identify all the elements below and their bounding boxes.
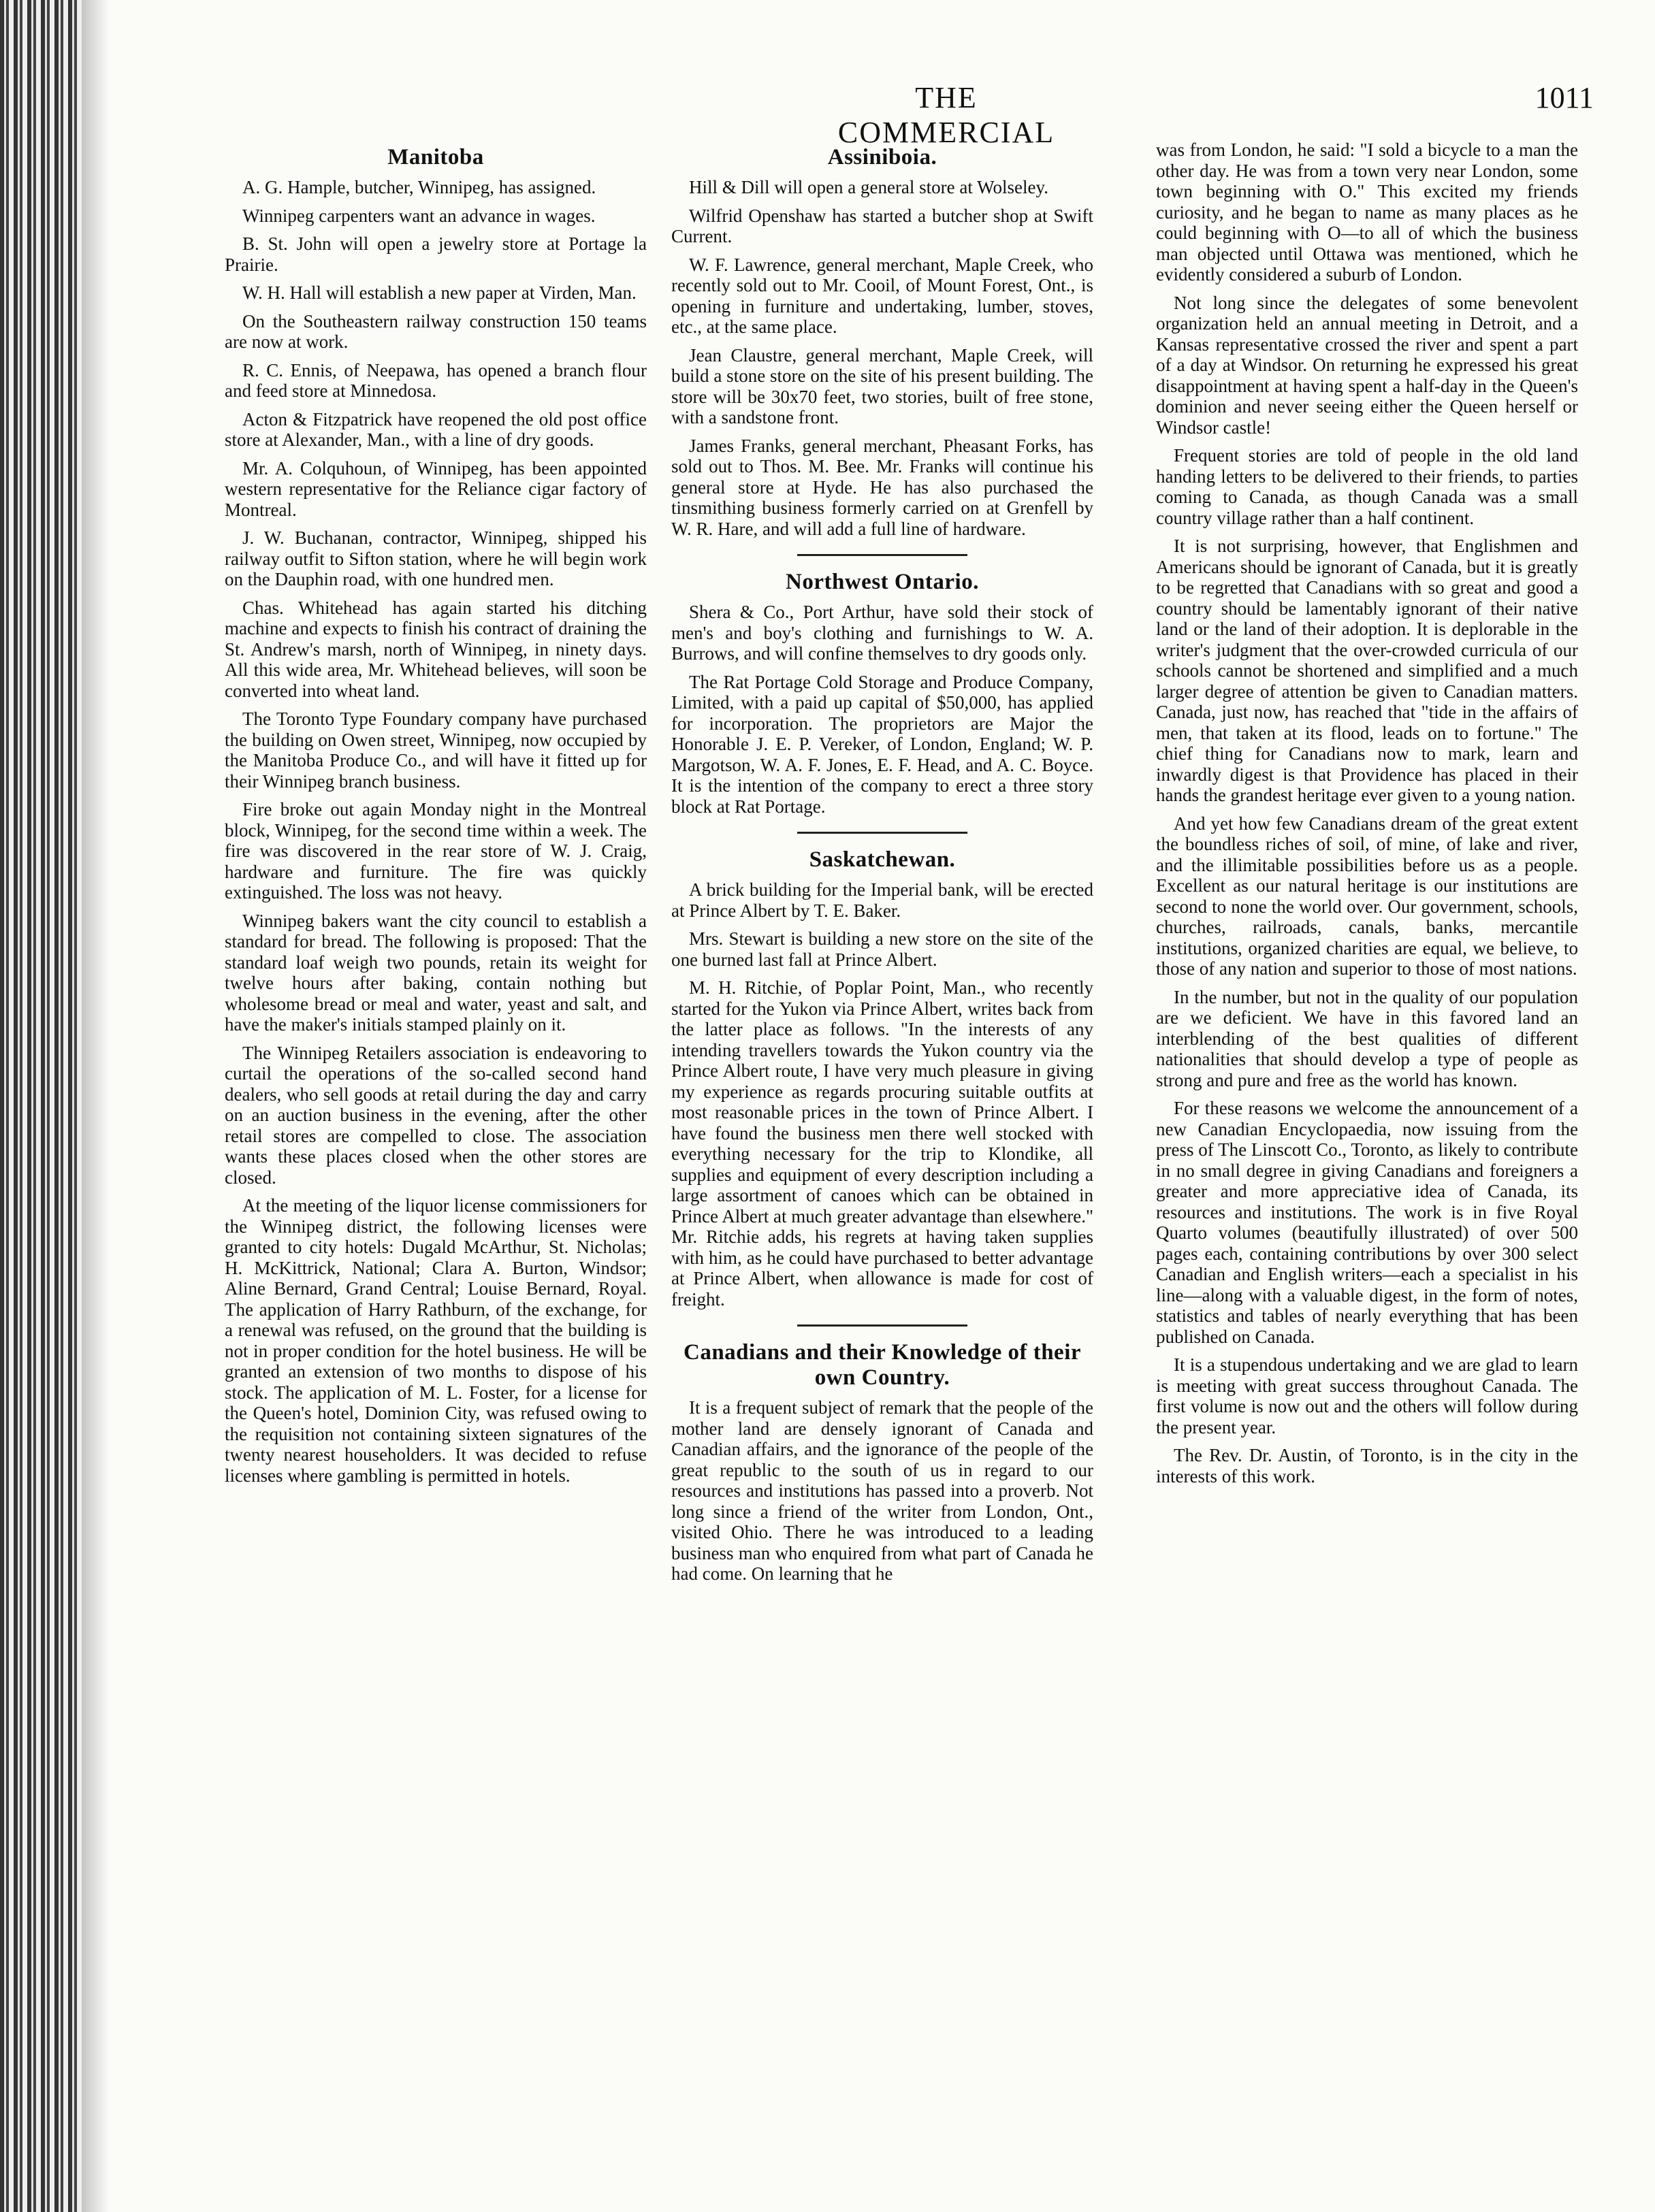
news-paragraph: The Rev. Dr. Austin, of Toronto, is in the city in the interests of this work. xyxy=(1156,1445,1578,1486)
news-paragraph: The Rat Portage Cold Storage and Produce Company, Limited, with a paid up capital of $50,000, has applied for incorporation. The proprietors are Major the Honorable J. E. P. Vereker, of London, England; W. P. Margotson, W. A. F. Jones, E. F. Head, and A. C. Boyce. It is the intention of the company to erect a three story block at Rat Portage. xyxy=(671,671,1093,817)
news-paragraph: A brick building for the Imperial bank, will be erected at Prince Albert by T. E. Baker. xyxy=(671,879,1093,921)
news-paragraph: Not long since the delegates of some benevolent organization held an annual meeting in Detroit, and a Kansas representative crossed the river and spent a part of a day at Windsor. On returning he expressed his great disappointment at having spent a half-day in the Queen's dominion and never seeing either the Queen herself or Windsor castle! xyxy=(1156,292,1578,438)
news-paragraph: James Franks, general merchant, Pheasant Forks, has sold out to Thos. M. Bee. Mr. Franks will continue his general store at Hyde. He has also purchased the tinsmithing business formerly carried on at Grenfell by W. R. Hare, and will add a full line of hardware. xyxy=(671,435,1093,539)
news-paragraph: For these reasons we welcome the announcement of a new Canadian Encyclopaedia, now issuing from the press of The Linscott Co., Toronto, as likely to contribute in no small degree in giving Canadians and foreigners a greater and more appreciative idea of Canada, its resources and institutions. The work is in five Royal Quarto volumes (beautifully illustrated) of over 500 pages each, containing contributions by over 300 select Canadian and English writers—each a specialist in his line—along with a valuable digest, in the form of notes, statistics and tables of nearly everything that has been published on Canada. xyxy=(1156,1098,1578,1347)
news-paragraph: Shera & Co., Port Arthur, have sold their stock of men's and boy's clothing and furnishings to W. A. Burrows, and will confine themselves to dry goods only. xyxy=(671,602,1093,664)
section-divider xyxy=(797,554,967,556)
news-paragraph: Fire broke out again Monday night in the Montreal block, Winnipeg, for the second time within a week. The fire was discovered in the rear store of W. J. Craig, hardware and furniture. The fire was quickly extinguished. The loss was not heavy. xyxy=(225,799,647,902)
news-paragraph: Hill & Dill will open a general store at Wolseley. xyxy=(689,177,1048,197)
news-paragraph: The Toronto Type Foundary company have purchased the building on Owen street, Winnipeg, now occupied by the Manitoba Produce Co., and will have it fitted up for their Winnipeg branch business. xyxy=(225,709,647,792)
news-paragraph: It is a frequent subject of remark that the people of the mother land are densely ignorant of Canada and Canadian affairs, and the ignorance of the people of the great republic to the south of us in regard to our resources and institutions has passed into a proverb. Not long since a friend of the writer from London, Ont., visited Ohio. There he was introduced to a leading business man who enquired from what part of Canada he had come. On learning that he xyxy=(671,1397,1093,1584)
news-paragraph: In the number, but not in the quality of our population are we deficient. We have in this favored land an interblending of the best qualities of different nationalities that should develop a type of people as strong and pure and free as the world has known. xyxy=(1156,986,1578,1090)
news-paragraph: Chas. Whitehead has again started his ditching machine and expects to finish his contract of draining the St. Andrew's marsh, north of Winnipeg, in ninety days. All this wide area, Mr. Whitehead believes, will soon be converted into wheat land. xyxy=(225,597,647,701)
section-heading: Canadians and their Knowledge of their own Country. xyxy=(683,1340,1082,1390)
section-heading: Manitoba xyxy=(387,145,484,169)
section-heading: Assiniboia. xyxy=(827,145,937,169)
section-divider xyxy=(797,1324,967,1327)
news-paragraph: Winnipeg carpenters want an advance in wages. xyxy=(242,205,596,226)
news-paragraph: It is not surprising, however, that Englishmen and Americans should be ignorant of Canada, but it is greatly to be regretted that Canadians with so great and good a country should be lamentably ignorant of their native land or the land of their adoption. It is deplorable in the writer's judgment that the over-crowded curricula of our schools cannot be shortened and simplified and a much larger degree of attention be given to Canadian matters. Canada, just now, has reached that "tide in the affairs of men, that taken at its flood, leads on to fortune." The chief thing for Canadians now to mark, learn and inwardly digest is that Providence has placed in their hands the grandest heritage ever given to a young nation. xyxy=(1156,536,1578,805)
news-paragraph: B. St. John will open a jewelry store at Portage la Prairie. xyxy=(225,233,647,275)
news-paragraph: W. H. Hall will establish a new paper at Virden, Man. xyxy=(242,282,637,303)
news-paragraph: On the Southeastern railway construction 150 teams are now at work. xyxy=(225,310,647,352)
news-paragraph: was from London, he said: "I sold a bicycle to a man the other day. He was from a town very near London, some town beginning with O." This excited my friends curiosity, and he began to name as many places as he could beginning with O—to all of which the business man objected until Ottawa was mentioned, which he evidently considered a suburb of London. xyxy=(1156,140,1578,284)
masthead: THE COMMERCIAL xyxy=(837,81,1055,149)
news-paragraph: The Winnipeg Retailers association is endeavoring to curtail the operations of the so-called second hand dealers, who sell goods at retail during the day and carry on an auction business in the evening, after the other retail stores are compelled to close. The association wants these places closed when the other stores are closed. xyxy=(225,1042,647,1188)
column-2 xyxy=(671,140,1093,1592)
section-heading: Saskatchewan. xyxy=(809,847,956,872)
column-1 xyxy=(225,140,647,1493)
news-paragraph: J. W. Buchanan, contractor, Winnipeg, shipped his railway outfit to Sifton station, where he will begin work on the Dauphin road, with one hundred men. xyxy=(225,527,647,589)
news-paragraph: Mrs. Stewart is building a new store on the site of the one burned last fall at Prince Albert. xyxy=(671,928,1093,970)
news-paragraph: W. F. Lawrence, general merchant, Maple Creek, who recently sold out to Mr. Cooil, of Mount Forest, Ont., is opening in furniture and undertaking, lumber, stoves, etc., at the same place. xyxy=(671,254,1093,337)
news-paragraph: Wilfrid Openshaw has started a butcher shop at Swift Current. xyxy=(671,205,1093,246)
news-paragraph: M. H. Ritchie, of Poplar Point, Man., who recently started for the Yukon via Prince Albert, writes back from the latter place as follows. "In the interests of any intending travellers towards the Yukon country via the Prince Albert route, I have very much pleasure in giving my experience as regards procuring suitable outfits at most reasonable prices in the town of Prince Albert. I have found the business men there well stocked with everything necessary for the trip to Klondike, all supplies and equipment of every description including a large assortment of canoes which can be obtained in Prince Albert at much greater advantage than elsewhere." Mr. Ritchie adds, his regrets at having taken supplies with him, as he could have purchased to better advantage at Prince Albert, when allowance is made for cost of freight. xyxy=(671,977,1093,1310)
column-3 xyxy=(1156,140,1578,1494)
page-number: 1011 xyxy=(1535,81,1594,114)
section-heading: Northwest Ontario. xyxy=(786,570,979,594)
news-paragraph: A. G. Hample, butcher, Winnipeg, has assigned. xyxy=(242,177,596,197)
news-paragraph: Frequent stories are told of people in the old land handing letters to be delivered to their friends, to parties coming to Canada, as though Canada was a small country village rather than a half continent. xyxy=(1156,445,1578,528)
news-paragraph: Jean Claustre, general merchant, Maple Creek, will build a stone store on the site of his present building. The store will be 30x70 feet, two stories, built of free stone, with a sandstone front. xyxy=(671,344,1093,427)
news-paragraph: At the meeting of the liquor license commissioners for the Winnipeg district, the following licenses were granted to city hotels: Dugald McArthur, St. Nicholas; H. McKittrick, National; Clara A. Burton, Windsor; Aline Bernard, Grand Central; Louise Bernard, Royal. The application of Harry Rathburn, of the exchange, for a renewal was refused, on the ground that the building is not in proper condition for the hotel business. He will be granted an extension of two months to dispose of his stock. The application of M. L. Foster, for a license for the Queen's hotel, Dominion City, was refused owing to the requisition not containing sixteen signatures of the twenty nearest householders. It was decided to refuse licenses where gambling is permitted in hotels. xyxy=(225,1195,647,1486)
news-paragraph: R. C. Ennis, of Neepawa, has opened a branch flour and feed store at Minnedosa. xyxy=(225,359,647,401)
page-binding-edge xyxy=(0,0,82,2212)
news-paragraph: And yet how few Canadians dream of the great extent the boundless riches of soil, of mine, of lake and river, and the illimitable possibilities before us as a people. Excellent as our natural heritage is our institutions are second to none the world over. Our government, schools, churches, railroads, canals, banks, mercantile institutions, organized charities are equal, we believe, to those of any nation and superior to those of most nations. xyxy=(1156,813,1578,979)
news-paragraph: Winnipeg bakers want the city council to establish a standard for bread. The following is proposed: That the standard loaf weigh two pounds, retain its weight for twelve hours after baking, contain nothing but wholesome bread or meal and water, yeast and salt, and have the maker's initials stamped plainly on it. xyxy=(225,910,647,1035)
section-divider xyxy=(797,832,967,834)
news-paragraph: It is a stupendous undertaking and we are glad to learn is meeting with great success throughout Canada. The first volume is now out and the others will follow during the present year. xyxy=(1156,1354,1578,1437)
news-paragraph: Mr. A. Colquhoun, of Winnipeg, has been appointed western representative for the Reliance cigar factory of Montreal. xyxy=(225,457,647,520)
news-paragraph: Acton & Fitzpatrick have reopened the old post office store at Alexander, Man., with a line of dry goods. xyxy=(225,408,647,450)
